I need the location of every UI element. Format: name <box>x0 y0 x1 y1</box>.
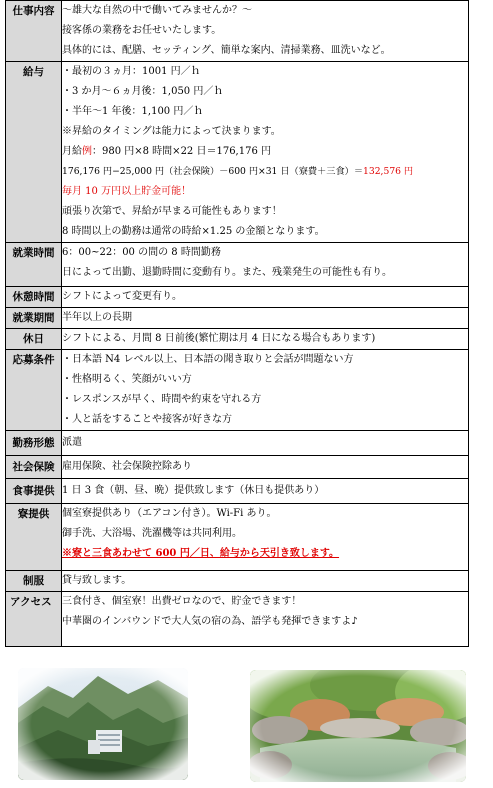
row-social-insurance <box>6 456 469 479</box>
row-employment-type <box>6 431 469 456</box>
meals-value: 1 日 3 食（朝、昼、晩）提供致します（休日も提供あり） <box>62 485 325 496</box>
requirement-item: ・性格明るく、笑顔がいい方 <box>62 374 192 385</box>
label-working-hours: 就業時間 <box>6 243 62 287</box>
salary-value <box>62 62 469 243</box>
label-dormitory: 寮提供 <box>6 504 62 571</box>
job-content-line: ～雄大な自然の中で働いてみませんか？～ <box>62 5 252 16</box>
row-working-hours <box>6 243 469 287</box>
job-content-value <box>62 1 469 62</box>
dormitory-fee-notice: ※寮と三食あわせて 600 円／日、給与から天引き致します。 <box>62 548 340 559</box>
label-holidays: 休日 <box>6 329 62 350</box>
requirement-item: ・レスポンスが早く、時間や約束を守れる方 <box>62 394 262 405</box>
work-period-value: 半年以上の長期 <box>62 312 132 323</box>
dormitory-line: 御手洗、大浴場、洗濯機等は共同利用。 <box>62 528 242 539</box>
salary-savings-line: 毎月 10 万円以上貯金可能！ <box>62 186 192 197</box>
job-content-line: 接客係の業務をお任せいたします。 <box>62 25 222 36</box>
row-uniform <box>6 571 469 592</box>
social-insurance-value: 雇用保険、社会保険控除あり <box>62 461 192 472</box>
salary-example-line: 月給例：980 円×8 時間×22 日＝176,176 円 <box>62 146 271 157</box>
requirement-item: ・日本語 N4 レベル以上、日本語の聞き取りと会話が問題ない方 <box>62 354 354 365</box>
break-time-value: シフトによって変更有り。 <box>62 291 182 302</box>
row-break-time <box>6 287 469 308</box>
access-line: 三食付き、個室寮！出費ゼロなので、貯金できます！ <box>62 596 302 607</box>
row-requirements <box>6 350 469 431</box>
salary-line: ・最初の３ヵ月：1001 円／ｈ <box>62 66 201 77</box>
row-access <box>6 592 469 647</box>
requirement-item: ・人と話をすることや接客が好きな方 <box>62 414 232 425</box>
label-requirements: 応募条件 <box>6 350 62 431</box>
row-dormitory <box>6 504 469 571</box>
dormitory-line: 個室寮提供あり（エアコン付き）。Wi-Fi あり。 <box>62 508 277 519</box>
row-job-content <box>6 1 469 62</box>
holidays-value: シフトによる、月間 8 日前後(繁忙期は月 4 日になる場合もあります) <box>62 333 376 344</box>
access-line: 中華圏のインバウンドで大人気の宿の為、語学も発揮できますよ♪ <box>62 616 358 627</box>
employment-type-value: 派遣 <box>62 437 82 448</box>
row-holidays <box>6 329 469 350</box>
label-break-time: 休憩時間 <box>6 287 62 308</box>
label-job-content: 仕事内容 <box>6 1 62 62</box>
row-salary <box>6 62 469 243</box>
salary-line: ・3 か月～６ヵ月後：1,050 円／ｈ <box>62 86 224 97</box>
uniform-value: 貸与致します。 <box>62 575 132 586</box>
label-work-period: 就業期間 <box>6 308 62 329</box>
label-salary: 給与 <box>6 62 62 243</box>
hotel-mountain-photo <box>18 668 188 780</box>
label-employment-type: 勤務形態 <box>6 431 62 456</box>
job-content-line: 具体的には、配膳、セッティング、簡単な案内、清掃業務、皿洗いなど。 <box>62 45 391 56</box>
outdoor-bath-photo <box>250 670 466 782</box>
label-social-insurance: 社会保険 <box>6 456 62 479</box>
salary-line: ・半年～1 年後：1,100 円／ｈ <box>62 106 204 117</box>
label-access: アクセス <box>6 592 62 647</box>
salary-net-line: 176,176 円−25,000 円（社会保険）－600 円×31 日（寮費＋三食）＝132,576 円 <box>62 166 414 177</box>
working-hours-line: 6：00~22：00 の間の 8 時間勤務 <box>62 247 221 258</box>
row-meals <box>6 479 469 504</box>
job-info-table <box>5 0 469 647</box>
working-hours-line: 日によって出勤、退勤時間に変動有り。また、残業発生の可能性も有り。 <box>62 267 392 278</box>
salary-line: 8 時間以上の勤務は通常の時給×1.25 の金額となります。 <box>62 226 325 237</box>
row-work-period <box>6 308 469 329</box>
salary-line: 頑張り次第で、昇給が早まる可能性もあります！ <box>62 206 282 217</box>
label-meals: 食事提供 <box>6 479 62 504</box>
label-uniform: 制服 <box>6 571 62 592</box>
salary-line: ※昇給のタイミングは能力によって決まります。 <box>62 126 281 137</box>
